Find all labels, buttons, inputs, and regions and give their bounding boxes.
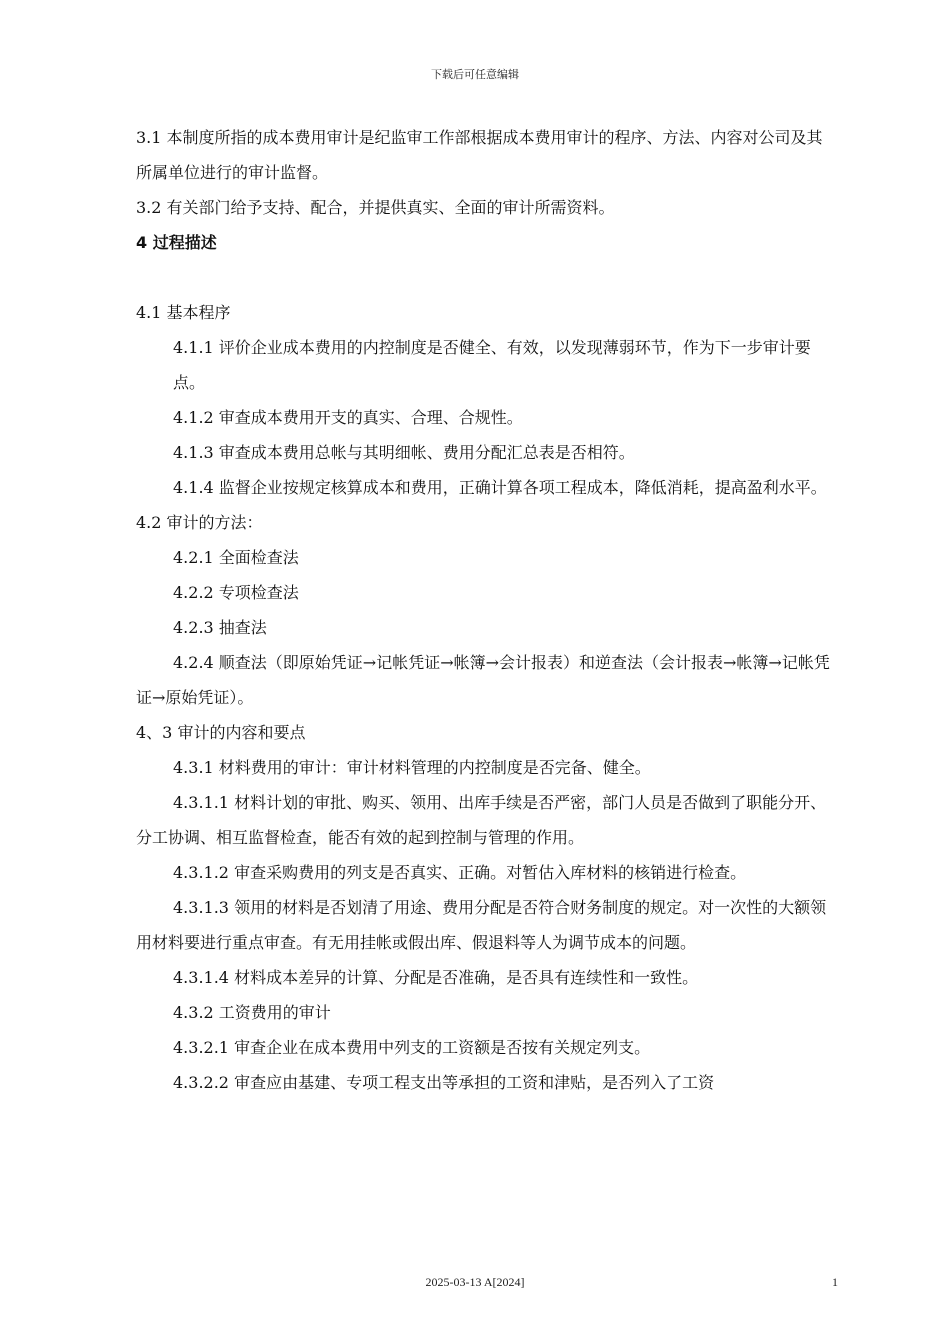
section-4-2: 4.2 审计的方法： — [136, 513, 263, 532]
item-4-1-4: 4.1.4 监督企业按规定核算成本和费用，正确计算各项工程成本，降低消耗，提高盈利水平。 — [173, 478, 827, 497]
item-4-2-1: 4.2.1 全面检查法 — [173, 548, 299, 567]
item-4-2-4: 4.2.4 顺查法（即原始凭证→记帐凭证→帐簿→会计报表）和逆查法（会计报表→帐簿→记帐凭证→原始凭证）。 — [136, 653, 830, 707]
section-heading-4: 4 过程描述 — [136, 233, 217, 252]
item-4-3-1-4: 4.3.1.4 材料成本差异的计算、分配是否准确，是否具有连续性和一致性。 — [173, 968, 699, 987]
item-4-3-2: 4.3.2 工资费用的审计 — [173, 1003, 331, 1022]
section-4-3: 4、3 审计的内容和要点 — [136, 723, 306, 742]
paragraph-3-1: 3.1 本制度所指的成本费用审计是纪监审工作部根据成本费用审计的程序、方法、内容对公司及其所属单位进行的审计监督。 — [136, 128, 823, 182]
paragraph-3-2: 3.2 有关部门给予支持、配合，并提供真实、全面的审计所需资料。 — [136, 198, 615, 217]
page-header: 下载后可任意编辑 — [431, 68, 519, 81]
item-4-1-2: 4.1.2 审查成本费用开支的真实、合理、合规性。 — [173, 408, 523, 427]
item-4-3-1-3: 4.3.1.3 领用的材料是否划清了用途、费用分配是否符合财务制度的规定。对一次性的大额领用材料要进行重点审查。有无用挂帐或假出库、假退料等人为调节成本的问题。 — [136, 898, 827, 952]
item-4-2-3: 4.2.3 抽查法 — [173, 618, 267, 637]
footer-date-code: 2025-03-13 A[2024] — [425, 1275, 525, 1289]
document-body — [136, 120, 836, 1100]
item-4-1-1: 4.1.1 评价企业成本费用的内控制度是否健全、有效，以发现薄弱环节，作为下一步审计要点。 — [173, 338, 811, 392]
section-4-1: 4.1 基本程序 — [136, 303, 231, 322]
item-4-3-1-2: 4.3.1.2 审查采购费用的列支是否真实、正确。对暂估入库材料的核销进行检查。 — [173, 863, 747, 882]
blank-line — [136, 260, 836, 295]
item-4-3-2-1: 4.3.2.1 审查企业在成本费用中列支的工资额是否按有关规定列支。 — [173, 1038, 651, 1057]
item-4-3-1: 4.3.1 材料费用的审计：审计材料管理的内控制度是否完备、健全。 — [173, 758, 651, 777]
page-number: 1 — [832, 1275, 838, 1289]
item-4-3-2-2: 4.3.2.2 审查应由基建、专项工程支出等承担的工资和津贴，是否列入了工资 — [173, 1073, 715, 1092]
item-4-2-2: 4.2.2 专项检查法 — [173, 583, 299, 602]
item-4-3-1-1: 4.3.1.1 材料计划的审批、购买、领用、出库手续是否严密，部门人员是否做到了职能分开、分工协调、相互监督检查，能否有效的起到控制与管理的作用。 — [136, 793, 827, 847]
item-4-1-3: 4.1.3 审查成本费用总帐与其明细帐、费用分配汇总表是否相符。 — [173, 443, 635, 462]
